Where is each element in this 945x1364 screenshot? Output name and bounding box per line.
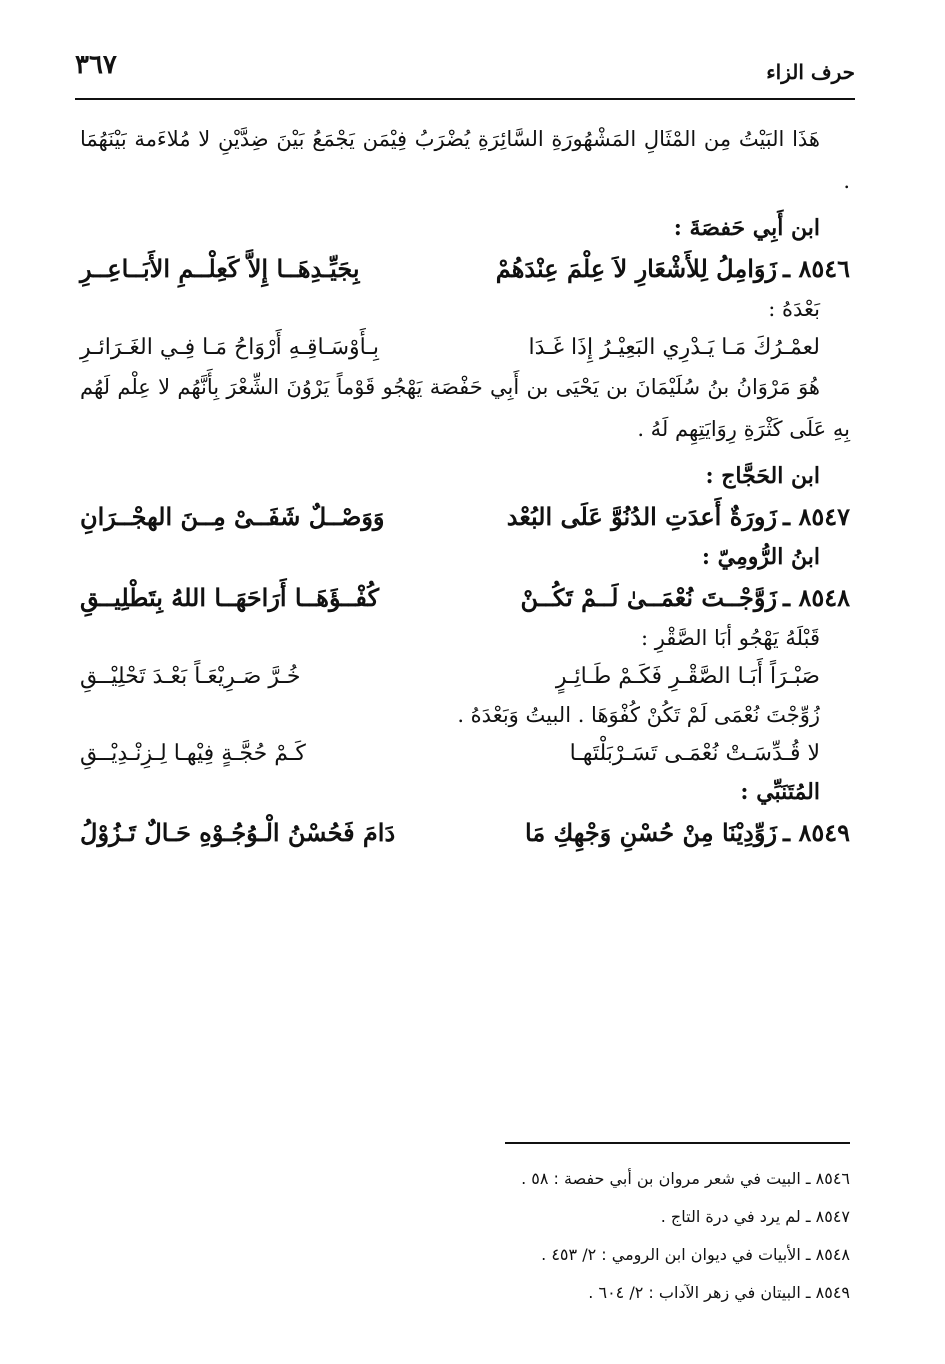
page-number: ٣٦٧ xyxy=(75,50,117,80)
poet-heading: ابنُ الرُّومِيّ : xyxy=(701,544,820,570)
verse-second-hemistich: دَامَ فَحُسْنُ الْـوُجُـوْهِ حَـالٌ تَـزُوْلُ xyxy=(80,818,396,847)
verse-number: ٨٥٤٨ ـ xyxy=(783,583,850,612)
verse-first-hemistich: زَوَّجْــتَ نُعْمَــىٰ لَــمْ تَكُــنْ xyxy=(520,583,778,612)
note-after: بَعْدَهُ : xyxy=(768,297,820,321)
verse-second-hemistich: كَـمْ حُجَّـةٍ فِيْهـا لِـزِنْـدِيْــقِ xyxy=(80,741,306,766)
paragraph-explanation: هَذَا البَيْتُ مِن المْثَالِ المَشْهُورَةِ السَّائِرَةِ يُضْرَبُ فِيْمَن يَجْمَعُ بَيْنَ ضِدَّيْنِ لا مُلاءَمة بَيْنَهُمَا . xyxy=(80,127,850,193)
footnote-divider xyxy=(505,1142,850,1144)
verse-first-hemistich: لعمْـرُكَ مَـا يَـدْرِي البَعِيْـرُ إِذَا غَـدَا xyxy=(528,335,820,360)
verse-following xyxy=(80,335,850,360)
verse-number: ٨٥٤٦ ـ xyxy=(783,254,850,283)
footnote: ٨٥٤٨ ـ الأبيات في ديوان ابن الرومي : ٢/ ٤٥٣ . xyxy=(541,1245,850,1264)
verse-8549 xyxy=(80,818,850,847)
footnotes xyxy=(80,1160,850,1312)
verse-second-hemistich: كُفْــؤَهَــا أَرَاحَهَــا اللهُ بِتَطْلِيــقِ xyxy=(80,583,379,612)
verse-preceding xyxy=(80,664,850,689)
verse-first-hemistich: زَوِّدِيْنَا مِنْ حُسْنِ وَجْهِكِ مَا xyxy=(525,818,778,847)
verse-following xyxy=(80,741,850,766)
verse-8546 xyxy=(80,254,850,283)
section-title: حرف الزاء xyxy=(766,60,855,84)
paragraph-explanation: هُوَ مَرْوَانُ بنُ سُلَيْمَانَ بن يَحْيَى بن أَبِي حَفْصَة يَهْجُو قَوْماً يَرْوُنَ الشِّعْرَ بِأَنَّهُم لا عِلْم لَهُم بِهِ عَلَى كَثْرَةِ رِوَايَتِهِم لَهُ . xyxy=(80,375,850,441)
footnote: ٨٥٤٧ ـ لم يرد في درة التاج . xyxy=(660,1207,850,1226)
poet-heading: ابن الحَجَّاج : xyxy=(705,463,820,489)
note-before: قَبْلَهُ يَهْجُو أبَا الصَّقْرِ : xyxy=(640,626,820,650)
page-header xyxy=(75,48,855,100)
note-quote: زُوِّجْتَ نُعْمَى لَمْ تَكُنْ كُفْوَهَا . البيتُ وَبَعْدَهُ . xyxy=(457,703,820,727)
page-body xyxy=(80,118,850,853)
poet-heading: ابن أَبِي حَفصَةَ : xyxy=(673,215,820,241)
verse-number: ٨٥٤٧ ـ xyxy=(783,502,850,531)
verse-first-hemistich: زَوَامِلُ لِلأَشْعَارِ لاَ عِلْمَ عِنْدَهُمْ xyxy=(495,254,778,283)
footnote: ٨٥٤٦ ـ البيت في شعر مروان بن أبي حفصة : ٥٨ . xyxy=(521,1169,850,1188)
verse-number: ٨٥٤٩ ـ xyxy=(783,818,850,847)
verse-8548 xyxy=(80,583,850,612)
verse-second-hemistich: بِـأَوْسَـاقِـهِ أَرْوَاحُ مَـا فِـي الغَـرَائـرِ xyxy=(80,335,379,360)
verse-8547 xyxy=(80,502,850,531)
verse-first-hemistich: لا قُـدِّسَـتْ نُعْمَـى تَسَـرْبَلْتَهـا xyxy=(569,741,820,766)
verse-second-hemistich: بِجَيِّـدِهَــا إِلاَّ كَعِلْــمِ الأَبَــاعِــرِ xyxy=(80,254,360,283)
verse-second-hemistich: وَوَصْــلٌ شَفَــىْ مِــنَ الهجْــرَانِ xyxy=(80,502,385,531)
verse-second-hemistich: خُـرَّ صَـرِيْعَـاً بَعْـدَ تَحْلِيْــقِ xyxy=(80,664,301,689)
poet-heading: المُتَنَبِّي : xyxy=(740,779,820,805)
verse-first-hemistich: زَورَةٌ أَعدَتِ الدُنُوَّ عَلَى البُعْد xyxy=(506,502,778,531)
verse-first-hemistich: صَبْـرَاً أَبَـا الصَّقْـرِ فَكَـمْ طَـائِـرٍ xyxy=(555,664,820,689)
footnote: ٨٥٤٩ ـ البيتان في زهر الآداب : ٢/ ٦٠٤ . xyxy=(588,1283,850,1302)
